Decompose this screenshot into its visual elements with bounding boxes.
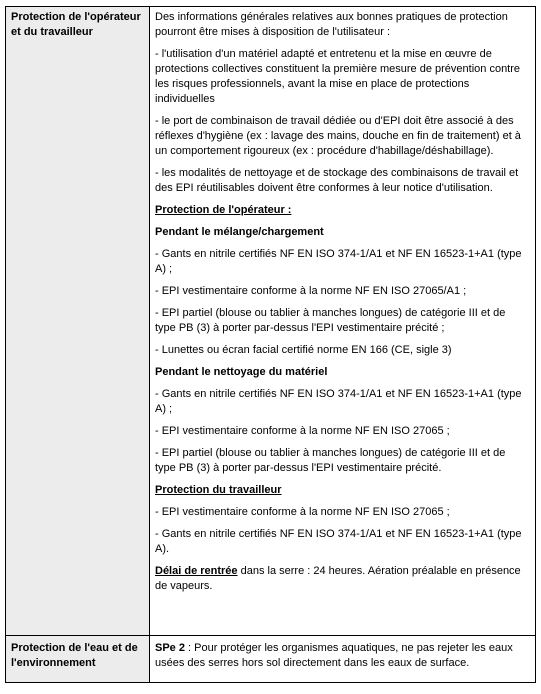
cleaning-heading: Pendant le nettoyage du matériel	[155, 366, 328, 378]
list-item: - EPI partiel (blouse ou tablier à manches longues) de catégorie III et de type PB (3) à porter par-dessus l'EPI vestimentaire précité ;	[155, 307, 506, 334]
row-label-environment: Protection de l'eau et de l'environnement	[11, 642, 138, 669]
list-item: - Gants en nitrile certifiés NF EN ISO 374-1/A1 et NF EN 16523-1+A1 (type A).	[155, 528, 522, 555]
paragraph-cleaning-storage: - les modalités de nettoyage et de stockage des combinaisons de travail et des EPI réutilisables doivent être conformes à leur notice d'utilisation.	[155, 167, 519, 194]
row-label-operator-worker: Protection de l'opérateur et du travailleur	[11, 11, 141, 38]
spe-text: : Pour protéger les organismes aquatiques, ne pas rejeter les eaux usées des serres hors sol directement dans les eaux de surface.	[155, 642, 513, 669]
reentry-paragraph	[155, 564, 529, 594]
environment-paragraph	[150, 636, 535, 675]
list-item: - EPI vestimentaire conforme à la norme NF EN ISO 27065 ;	[155, 506, 450, 518]
list-item: - Lunettes ou écran facial certifié norme EN 166 (CE, sigle 3)	[155, 344, 452, 356]
intro-paragraph: Des informations générales relatives aux bonnes pratiques de protection pourront être mises à disposition de l'utilisateur :	[155, 11, 508, 38]
worker-protection-heading: Protection du travailleur	[155, 484, 282, 496]
list-item: - Gants en nitrile certifiés NF EN ISO 374-1/A1 et NF EN 16523-1+A1 (type A) ;	[155, 388, 522, 415]
regulatory-table	[5, 6, 536, 683]
row-content-cell	[150, 636, 536, 683]
list-item: - EPI vestimentaire conforme à la norme NF EN ISO 27065/A1 ;	[155, 285, 467, 297]
paragraph-hygiene: - le port de combinaison de travail dédiée ou d'EPI doit être associé à des réflexes d'hygiène (ex : lavage des mains, douche en fin de traitement) et à un comportement rigoureux (ex : procédure d'habillage/déshabillage).	[155, 115, 521, 157]
list-item: - EPI partiel (blouse ou tablier à manches longues) de catégorie III et de type PB (3) à porter par-dessus l'EPI vestimentaire précité.	[155, 447, 506, 474]
operator-protection-heading: Protection de l'opérateur :	[155, 204, 292, 216]
spe-code: SPe 2	[155, 642, 185, 654]
list-item: - EPI vestimentaire conforme à la norme NF EN ISO 27065 ;	[155, 425, 450, 437]
reentry-label: Délai de rentrée	[155, 565, 238, 577]
table-row	[6, 7, 536, 636]
row-content-cell	[150, 7, 536, 636]
reentry-text: dans la serre : 24 heures. Aération préalable en présence de vapeurs.	[155, 565, 521, 592]
row-label-cell	[6, 7, 150, 636]
mixing-heading: Pendant le mélange/chargement	[155, 226, 324, 238]
list-item: - Gants en nitrile certifiés NF EN ISO 374-1/A1 et NF EN 16523-1+A1 (type A) ;	[155, 248, 522, 275]
row-label-cell	[6, 636, 150, 683]
paragraph-collective-protection: - l'utilisation d'un matériel adapté et entretenu et la mise en œuvre de protections collectives constituent la première mesure de prévention contre les risques professionnels, avant la mise en place de protections individuelles	[155, 48, 521, 105]
table-row	[6, 636, 536, 683]
